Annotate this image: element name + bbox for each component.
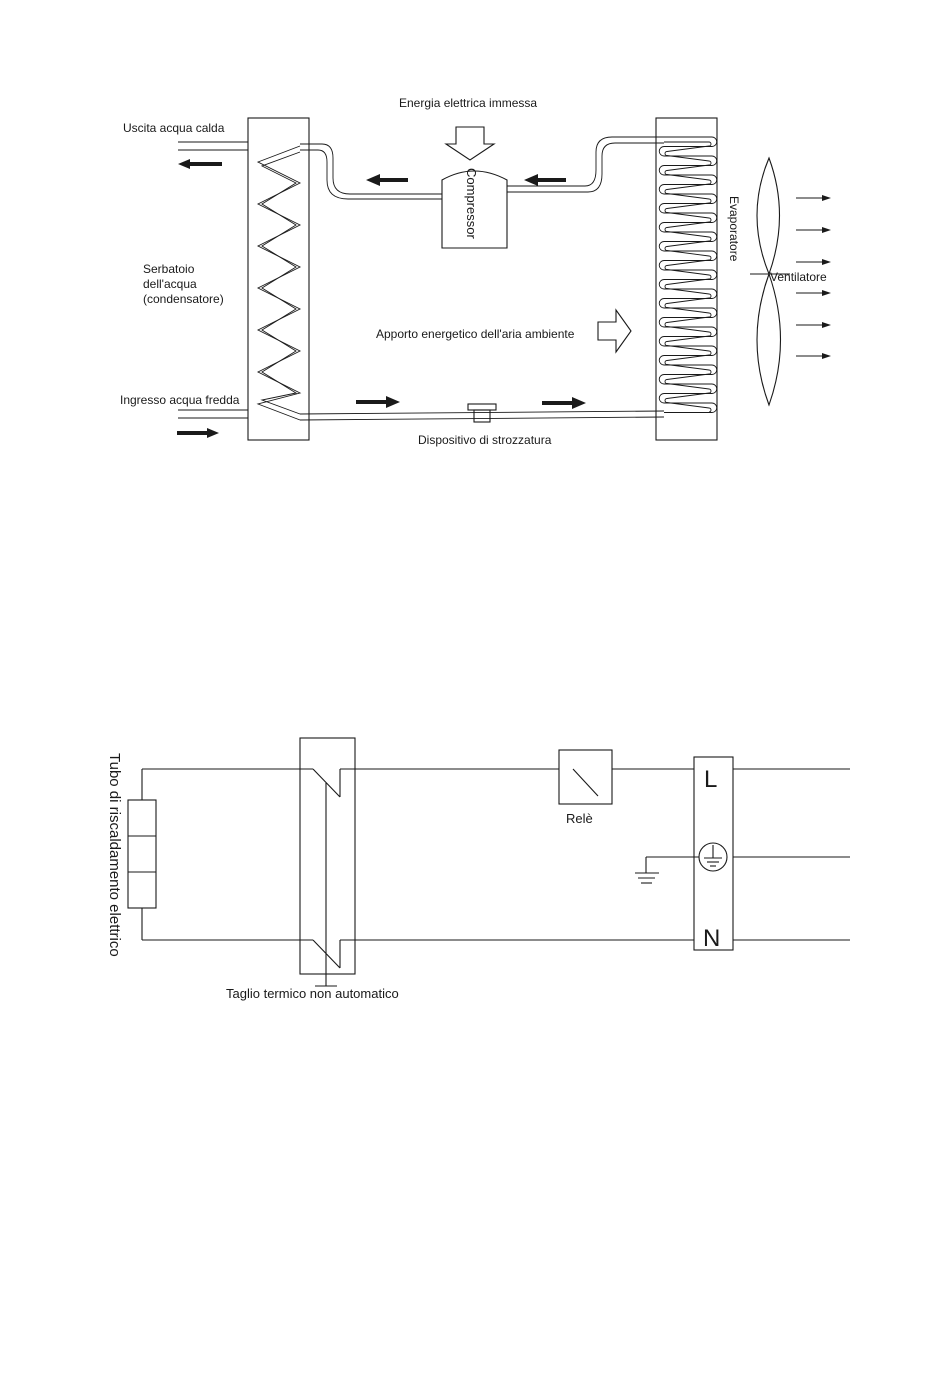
flow-arrow-top-right [524,174,566,186]
cold-water-arrow [177,428,219,438]
flow-arrow-bottom-right [542,397,586,409]
tank-label-line2: dell'acqua [143,277,197,291]
pipe-bottom-top [300,411,664,414]
hot-water-arrow [178,159,222,169]
evaporator-coil-inner [664,142,711,412]
thermal-cutout [300,738,355,986]
thermal-cutout-label: Taglio termico non automatico [226,986,399,1001]
evaporator-label: Evaporatore [727,196,741,262]
pipe-tank-to-compressor [300,144,442,194]
relay-label: Relè [566,811,593,826]
condenser-coil [258,146,300,420]
ground-symbol [635,857,699,883]
terminal-N-label: N [703,925,721,952]
ambient-energy-label: Apporto energetico dell'aria ambiente [376,327,575,341]
cold-water-in-label: Ingresso acqua fredda [120,393,240,407]
terminal-L-label: L [704,766,718,793]
fan-label: Ventilatore [770,270,827,284]
electrical-diagram [106,738,850,1001]
heating-tube [128,769,156,940]
hot-water-out-label: Uscita acqua calda [123,121,225,135]
energy-input-label: Energia elettrica immessa [399,96,538,110]
relay [559,750,612,804]
energy-input-arrow [446,127,494,160]
throttle-device-label: Dispositivo di strozzatura [418,433,552,447]
water-tank-box [248,118,309,440]
flow-arrow-top-left [366,174,408,186]
compressor-label: Compressor [464,168,479,239]
ambient-energy-arrow [598,310,631,352]
fan-blade-top [757,158,780,274]
tank-label-line1: Serbatoio [143,262,195,276]
tank-label-line3: (condensatore) [143,292,224,306]
pipe-tank-to-compressor-inner [300,150,442,199]
fan-blade-bottom [757,274,781,405]
heat-pump-diagram [120,96,831,447]
pipe-compressor-to-evaporator-inner [507,143,664,192]
flow-arrow-bottom-left [356,396,400,408]
pipe-bottom-bottom [300,417,664,420]
heating-tube-label: Tubo di riscaldamento elettrico [106,753,123,957]
